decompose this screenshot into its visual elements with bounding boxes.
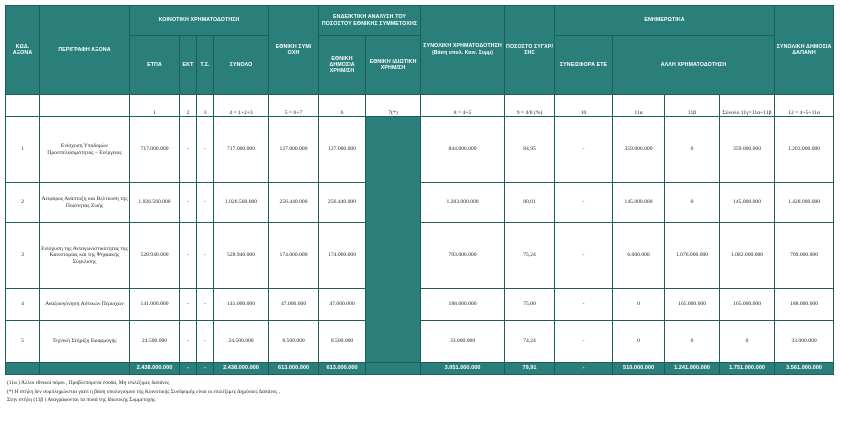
cell-desc: Τεχνική Στήριξη Εφαρμογής	[40, 321, 130, 363]
cell-code: 3	[6, 223, 40, 289]
header-synoliki	[421, 6, 505, 95]
index-cell: 12 = 4+5+11α	[775, 95, 834, 117]
footnote-star: (*) Η στήλη δεν συμπληρώνεται γιατί η βάση υπολογισμού της Κοινοτικής Συνδρομής είναι οι επιλέξιμες Δημόσιες Δαπάνες .	[7, 388, 280, 395]
total-ethniki: 613.000.000	[269, 363, 319, 375]
header-koinotiki: ΚΟΙΝΟΤΙΚΗ ΧΡΗΜΑΤΟΔΟΤΗΣΗ	[130, 6, 269, 36]
header-ekt: ΕΚΤ	[180, 36, 197, 95]
cell-11b: 0	[665, 117, 720, 183]
index-cell	[6, 95, 40, 117]
cell-syneisfora: -	[555, 289, 613, 321]
cell-12: 188.000.000	[775, 289, 834, 321]
cell-11b: 0	[665, 321, 720, 363]
cell-code: 1	[6, 117, 40, 183]
cell-epta: 141.000.000	[130, 289, 180, 321]
header-row-1	[6, 6, 834, 36]
total-11b: 1.241.000.000	[665, 363, 720, 375]
cell-ts: -	[197, 289, 214, 321]
header-pososto: ΠΟΣΟΣΤΟ ΣΥΓΧΡ/ΣΗΣ	[505, 6, 555, 95]
shaded-column-cell	[366, 117, 421, 363]
cell-ethniki: 256.440.000	[269, 183, 319, 223]
cell-ethniki: 47.000.000	[269, 289, 319, 321]
header-synoliki-dapani: ΣΥΝΟΛΙΚΗ ΔΗΜΟΣΙΑ ΔΑΠΑΝΗ	[775, 6, 834, 95]
header-synolo: ΣΥΝΟΛΟ	[214, 36, 269, 95]
cell-code: 2	[6, 183, 40, 223]
cell-11a: 0	[613, 289, 665, 321]
cell-synolo: 1.026.560.000	[214, 183, 269, 223]
cell-code: 4	[6, 289, 40, 321]
cell-code: 5	[6, 321, 40, 363]
cell-11g: 1.082.000.000	[720, 223, 775, 289]
cell-desc: Ενίσχυση της Ανταγωνιστικότητας της Καινοτομίας και της Ψηφιακής Σύγκλισης	[40, 223, 130, 289]
cell-epta: 1.026.560.000	[130, 183, 180, 223]
cell-epta: 24.500.000	[130, 321, 180, 363]
cell-11a: 145.000.000	[613, 183, 665, 223]
cell-dimosia: 127.000.000	[319, 117, 366, 183]
index-cell: 9 = 4/8 (%)	[505, 95, 555, 117]
cell-synoliki: 844.000.000	[421, 117, 505, 183]
cell-11b: 165.000.000	[665, 289, 720, 321]
cell-ekt: -	[180, 289, 197, 321]
cell-desc: Αειφόρος Ανάπτυξη και Βελτίωση της Ποιότητας Ζωής	[40, 183, 130, 223]
cell-ts: -	[197, 223, 214, 289]
total-pososto: 79,91	[505, 363, 555, 375]
index-cell: 11β	[665, 95, 720, 117]
cell-desc: Ενίσχυση Υποδομών Προσπελασιμότητας – Ενέργειας	[40, 117, 130, 183]
cell-pososto: 74,24	[505, 321, 555, 363]
total-synolo: 2.438.000.000	[214, 363, 269, 375]
cell-ekt: -	[180, 183, 197, 223]
header-ethniki-dimosia: ΕΘΝΙΚΗ ΔΗΜΟΣΙΑ ΧΡΗΜ/ΣΗ	[319, 36, 366, 95]
index-cell	[40, 95, 130, 117]
cell-syneisfora: -	[555, 117, 613, 183]
index-cell: 5 = 6+7	[269, 95, 319, 117]
header-endeiktiki: ΕΝΔΕΙΚΤΙΚΗ ΑΝΑΛΥΣΗ ΤΟΥ ΠΟΣΟΣΤΟΥ ΕΘΝΙΚΗΣ ΣΥΜΜΕΤΟΧΗΣ	[319, 6, 421, 36]
total-idiotiki	[366, 363, 421, 375]
cell-dimosia: 174.060.000	[319, 223, 366, 289]
header-ethniki-idiotiki: ΕΘΝΙΚΗ ΙΔΙΩΤΙΚΗ ΧΡΗΜ/ΣΗ	[366, 36, 421, 95]
total-11a: 510.000.000	[613, 363, 665, 375]
total-ts: -	[197, 363, 214, 375]
cell-synoliki: 33.000.000	[421, 321, 505, 363]
total-12: 3.561.000.000	[775, 363, 834, 375]
cell-12: 1.203.000.000	[775, 117, 834, 183]
header-epta: ΕΤΠΑ	[130, 36, 180, 95]
cell-dimosia: 47.000.000	[319, 289, 366, 321]
header-kod-axona: ΚΩΔ. ΑΞΟΝΑ	[6, 6, 40, 95]
cell-synolo: 528.940.000	[214, 223, 269, 289]
total-empty	[6, 363, 40, 375]
cell-ts: -	[197, 117, 214, 183]
cell-ethniki: 127.000.000	[269, 117, 319, 183]
header-ethniki-symmetoxi: ΕΘΝΙΚΗ ΣΥΜ/ΟΧΗ	[269, 6, 319, 95]
index-cell: 4 = 1+2+3	[214, 95, 269, 117]
header-alli: ΑΛΛΗ ΧΡΗΜΑΤΟΔΟΤΗΣΗ	[613, 36, 775, 95]
cell-synolo: 24.500.000	[214, 321, 269, 363]
footnote-11b: Στην στήλη (11β ) Αναγράφονται τα ποσά της Ιδιωτικής Συμμετοχής	[7, 397, 156, 404]
header-perigrafi: ΠΕΡΙΓΡΑΦΗ ΑΞΟΝΑ	[40, 6, 130, 95]
cell-synoliki: 703.000.000	[421, 223, 505, 289]
cell-11a: 0	[613, 321, 665, 363]
total-syneisfora: -	[555, 363, 613, 375]
header-ts: Τ.Σ.	[197, 36, 214, 95]
index-cell: 6	[319, 95, 366, 117]
index-row	[6, 95, 834, 117]
cell-ts: -	[197, 321, 214, 363]
total-epta: 2.438.000.000	[130, 363, 180, 375]
cell-epta: 717.000.000	[130, 117, 180, 183]
cell-desc: Αναζωογόνηση Αστικών Περιοχών	[40, 289, 130, 321]
financing-table	[5, 5, 834, 375]
cell-dimosia: 256.440.000	[319, 183, 366, 223]
index-cell: Σύνολο 11γ=11α+11β	[720, 95, 775, 117]
cell-12: 33.000.000	[775, 321, 834, 363]
cell-ekt: -	[180, 117, 197, 183]
cell-epta: 528.940.000	[130, 223, 180, 289]
index-cell: 2	[180, 95, 197, 117]
header-row-2	[6, 36, 834, 95]
cell-ethniki: 174.060.000	[269, 223, 319, 289]
cell-pososto: 75,00	[505, 289, 555, 321]
footnotes	[7, 379, 280, 405]
total-synoliki: 3.051.000.000	[421, 363, 505, 375]
financing-table-container	[5, 5, 834, 375]
header-enimerotika: ΕΝΗΜΕΡΩΤΙΚΑ	[555, 6, 775, 36]
cell-pososto: 84,95	[505, 117, 555, 183]
footnote-11a: (11α ) Άλλοι εθνικοί πόροι , Προβλεπόμενα έσοδα, Μη επιλέξιμες δαπάνες	[7, 380, 170, 386]
header-syneisfora: ΣΥΝΕΙΣΦΟΡΑ ΕΤΕ	[555, 36, 613, 95]
cell-11b: 1.076.000.000	[665, 223, 720, 289]
cell-pososto: 75,24	[505, 223, 555, 289]
index-cell: 10	[555, 95, 613, 117]
cell-syneisfora: -	[555, 183, 613, 223]
header-synoliki-sub: (Βάση υπολ. Κοιν. Συμμ)	[432, 50, 493, 57]
index-cell: 7(*)	[366, 95, 421, 117]
total-empty	[40, 363, 130, 375]
cell-11b: 0	[665, 183, 720, 223]
total-ekt: -	[180, 363, 197, 375]
total-dimosia: 613.000.000	[319, 363, 366, 375]
cell-11g: 165.000.000	[720, 289, 775, 321]
cell-synoliki: 188.000.000	[421, 289, 505, 321]
cell-11g: 145.000.000	[720, 183, 775, 223]
cell-synoliki: 1.283.000.000	[421, 183, 505, 223]
header-synoliki-title: ΣΥΝΟΛΙΚΗ ΧΡΗΜΑΤΟΔΟΤΗΣΗ	[423, 43, 502, 50]
cell-dimosia: 8.500.000	[319, 321, 366, 363]
cell-ekt: -	[180, 321, 197, 363]
cell-11g: 359.000.000	[720, 117, 775, 183]
index-cell: 8 = 4+5	[421, 95, 505, 117]
cell-12: 1.428.000.000	[775, 183, 834, 223]
cell-pososto: 80,01	[505, 183, 555, 223]
cell-ts: -	[197, 183, 214, 223]
cell-12: 709.000.000	[775, 223, 834, 289]
cell-syneisfora: -	[555, 223, 613, 289]
cell-ekt: -	[180, 223, 197, 289]
cell-synolo: 717.000.000	[214, 117, 269, 183]
cell-11a: 6.000.000	[613, 223, 665, 289]
totals-row	[6, 363, 834, 375]
index-cell: 1	[130, 95, 180, 117]
table-row	[6, 117, 834, 183]
cell-ethniki: 8.500.000	[269, 321, 319, 363]
index-cell: 3	[197, 95, 214, 117]
index-cell: 11α	[613, 95, 665, 117]
cell-11a: 359.000.000	[613, 117, 665, 183]
total-11g: 1.751.000.000	[720, 363, 775, 375]
cell-11g: 0	[720, 321, 775, 363]
cell-syneisfora: -	[555, 321, 613, 363]
cell-synolo: 141.000.000	[214, 289, 269, 321]
